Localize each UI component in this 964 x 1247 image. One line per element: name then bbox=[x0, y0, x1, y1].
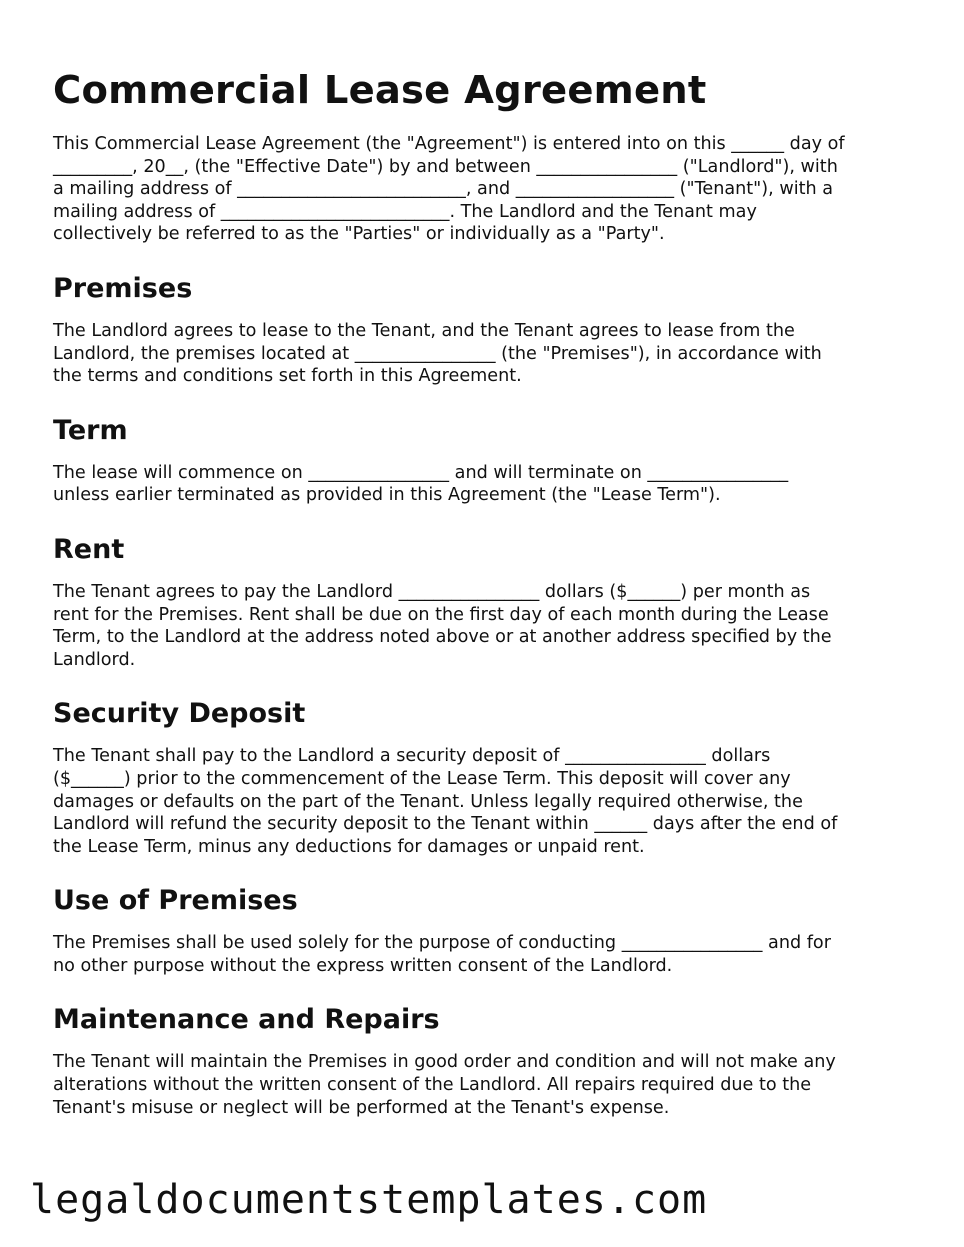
section-body: The lease will commence on ________________ and will terminate on ________________ unless earlier terminated as provided in this Agreement (the "Lease Term"). bbox=[53, 462, 789, 506]
section-heading: Use of Premises bbox=[53, 885, 298, 917]
document-title: Commercial Lease Agreement bbox=[53, 68, 707, 113]
document-page bbox=[53, 66, 913, 1145]
watermark: legaldocumentstemplates.com bbox=[30, 1177, 708, 1223]
section-heading: Term bbox=[53, 414, 128, 446]
section-term bbox=[53, 414, 913, 507]
section-security-deposit bbox=[53, 697, 913, 858]
section-body: The Tenant shall pay to the Landlord a security deposit of ________________ dollars ($______) prior to the commencement of the Lease Term. This deposit will cover any damages or defaults on the part of the Tenant. Unless legally required otherwise, the Landlord will refund the security deposit to the Tenant within ______ days after the end of the Lease Term, minus any deductions for damages or unpaid rent. bbox=[53, 746, 838, 857]
section-body: The Premises shall be used solely for the purpose of conducting ________________ and for no other purpose without the express written consent of the Landlord. bbox=[53, 933, 831, 976]
section-heading: Maintenance and Repairs bbox=[53, 1004, 440, 1036]
intro-paragraph: This Commercial Lease Agreement (the "Agreement") is entered into on this ______ day of _________, 20__, (the "Effective Date") by and between ________________ ("Landlord"), with a mailing address of __________________________, and __________________ ("Tenant"), with a mailing address of __________________________. The Landlord and the Tenant may collectively be referred to as the "Parties" or individually as a "Party". bbox=[53, 134, 845, 245]
section-use-of-premises bbox=[53, 884, 913, 977]
section-body: The Tenant will maintain the Premises in good order and condition and will not make any alterations without the written consent of the Landlord. All repairs required due to the Tenant's misuse or neglect will be performed at the Tenant's expense. bbox=[53, 1052, 836, 1118]
section-rent bbox=[53, 533, 913, 671]
section-heading: Rent bbox=[53, 533, 125, 565]
section-body: The Tenant agrees to pay the Landlord ________________ dollars ($______) per month as rent for the Premises. Rent shall be due on the first day of each month during the Lease Term, to the Landlord at the address noted above or at another address specified by the Landlord. bbox=[53, 581, 832, 670]
section-heading: Security Deposit bbox=[53, 698, 306, 730]
section-heading: Premises bbox=[53, 272, 193, 304]
section-premises bbox=[53, 272, 913, 388]
section-body: The Landlord agrees to lease to the Tenant, and the Tenant agrees to lease from the Landlord, the premises located at ________________ (the "Premises"), in accordance with the terms and conditions set forth in this Agreement. bbox=[53, 320, 822, 387]
section-maintenance-and-repairs bbox=[53, 1003, 913, 1119]
